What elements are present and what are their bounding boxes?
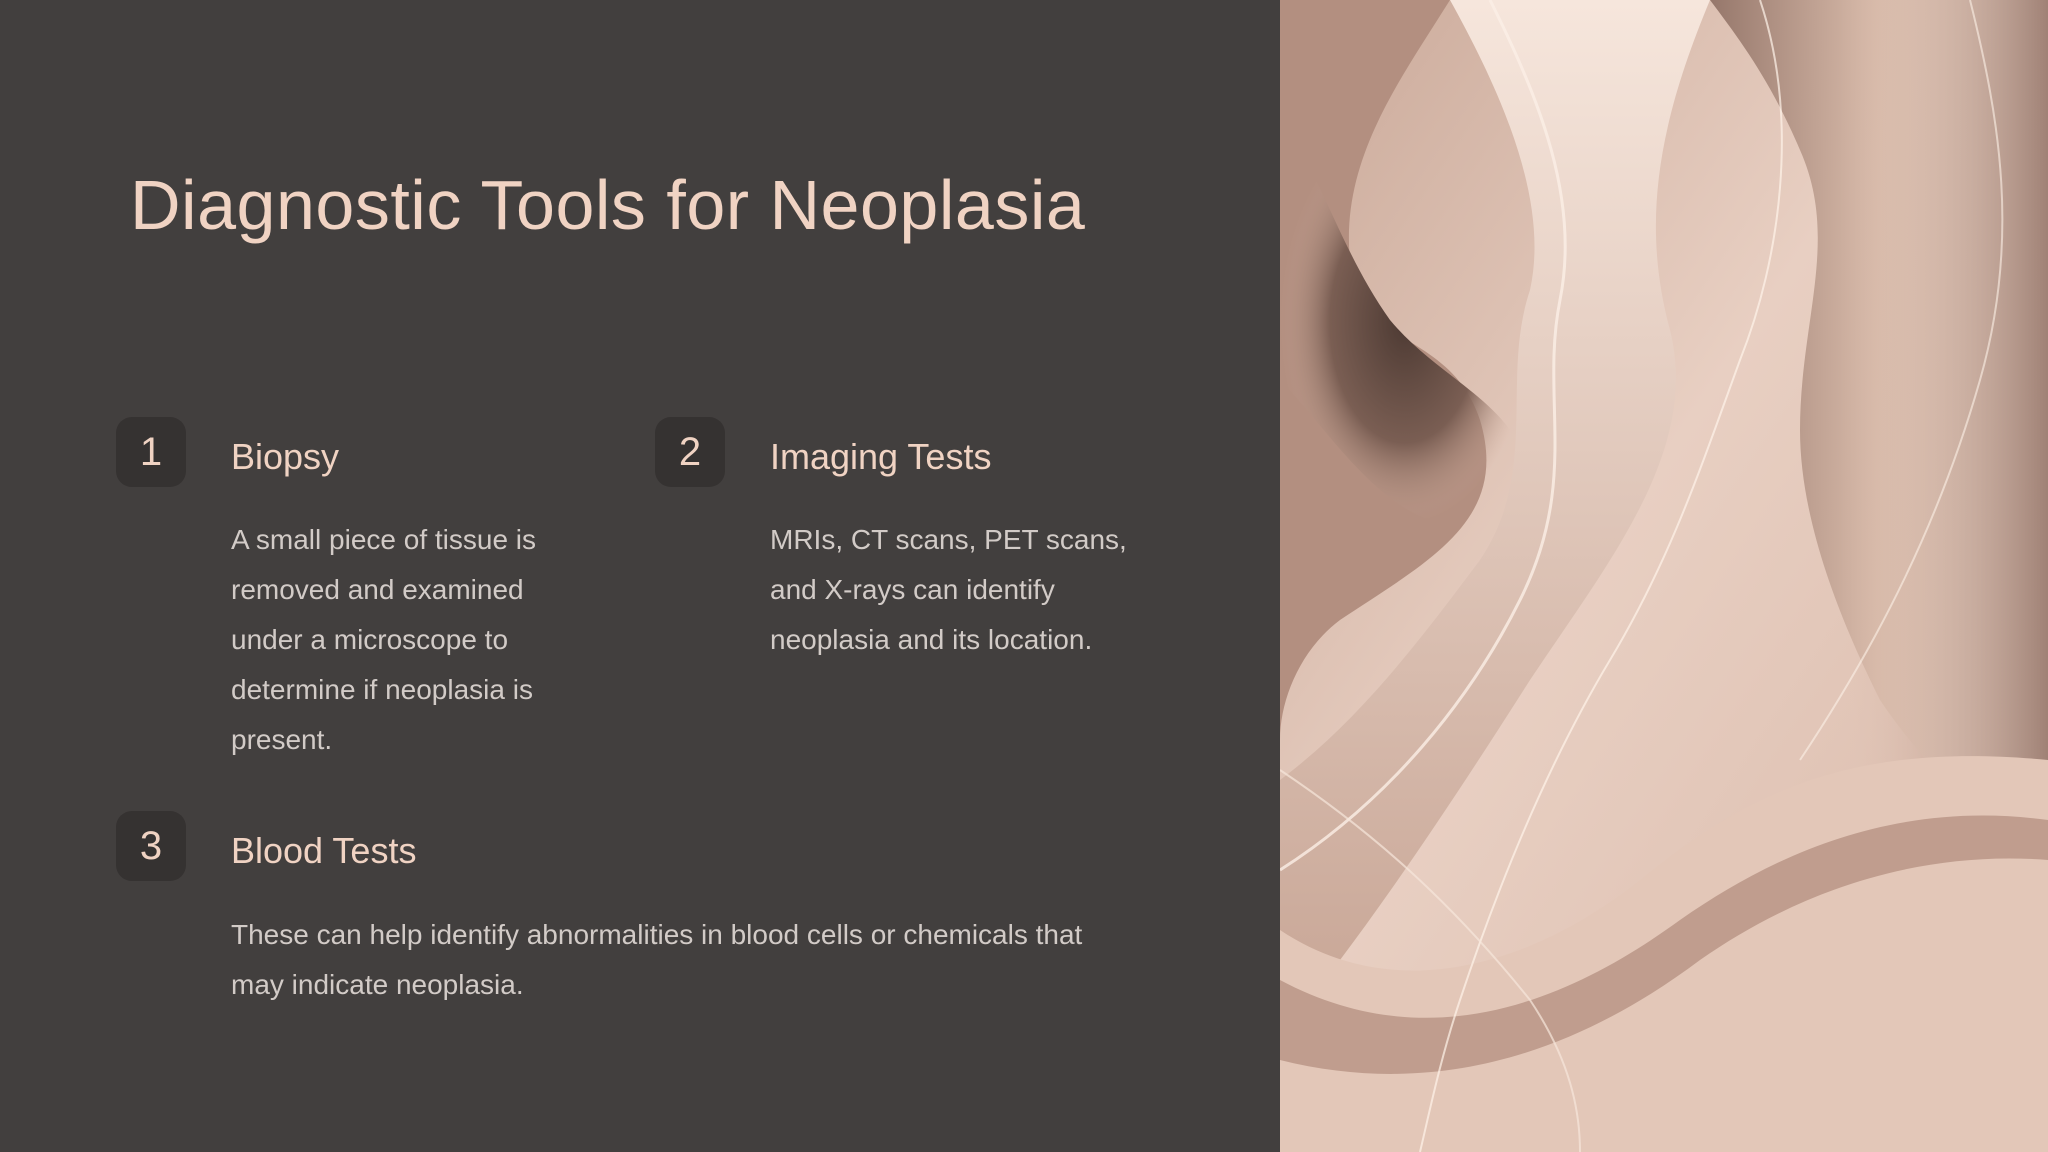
step-heading-blood-tests: Blood Tests	[231, 830, 417, 871]
step-description-imaging-tests: MRIs, CT scans, PET scans, and X-rays can identify neoplasia and its location.	[770, 524, 1127, 655]
step-description-biopsy: A small piece of tissue is removed and examined under a microscope to determine if neoplasia is present.	[231, 524, 537, 755]
step-heading-biopsy: Biopsy	[231, 436, 340, 477]
decorative-abstract-image	[1280, 0, 2048, 1152]
slide-title: Diagnostic Tools for Neoplasia	[130, 166, 1086, 244]
step-number-badge-2: 2	[655, 417, 725, 487]
silk-waves-illustration	[1280, 0, 2048, 1152]
step-heading-imaging-tests: Imaging Tests	[770, 436, 992, 477]
step-description-blood-tests: These can help identify abnormalities in blood cells or chemicals that may indicate neoplasia.	[231, 919, 1083, 1000]
step-number-badge-3: 3	[116, 811, 186, 881]
step-number-badge-1: 1	[116, 417, 186, 487]
